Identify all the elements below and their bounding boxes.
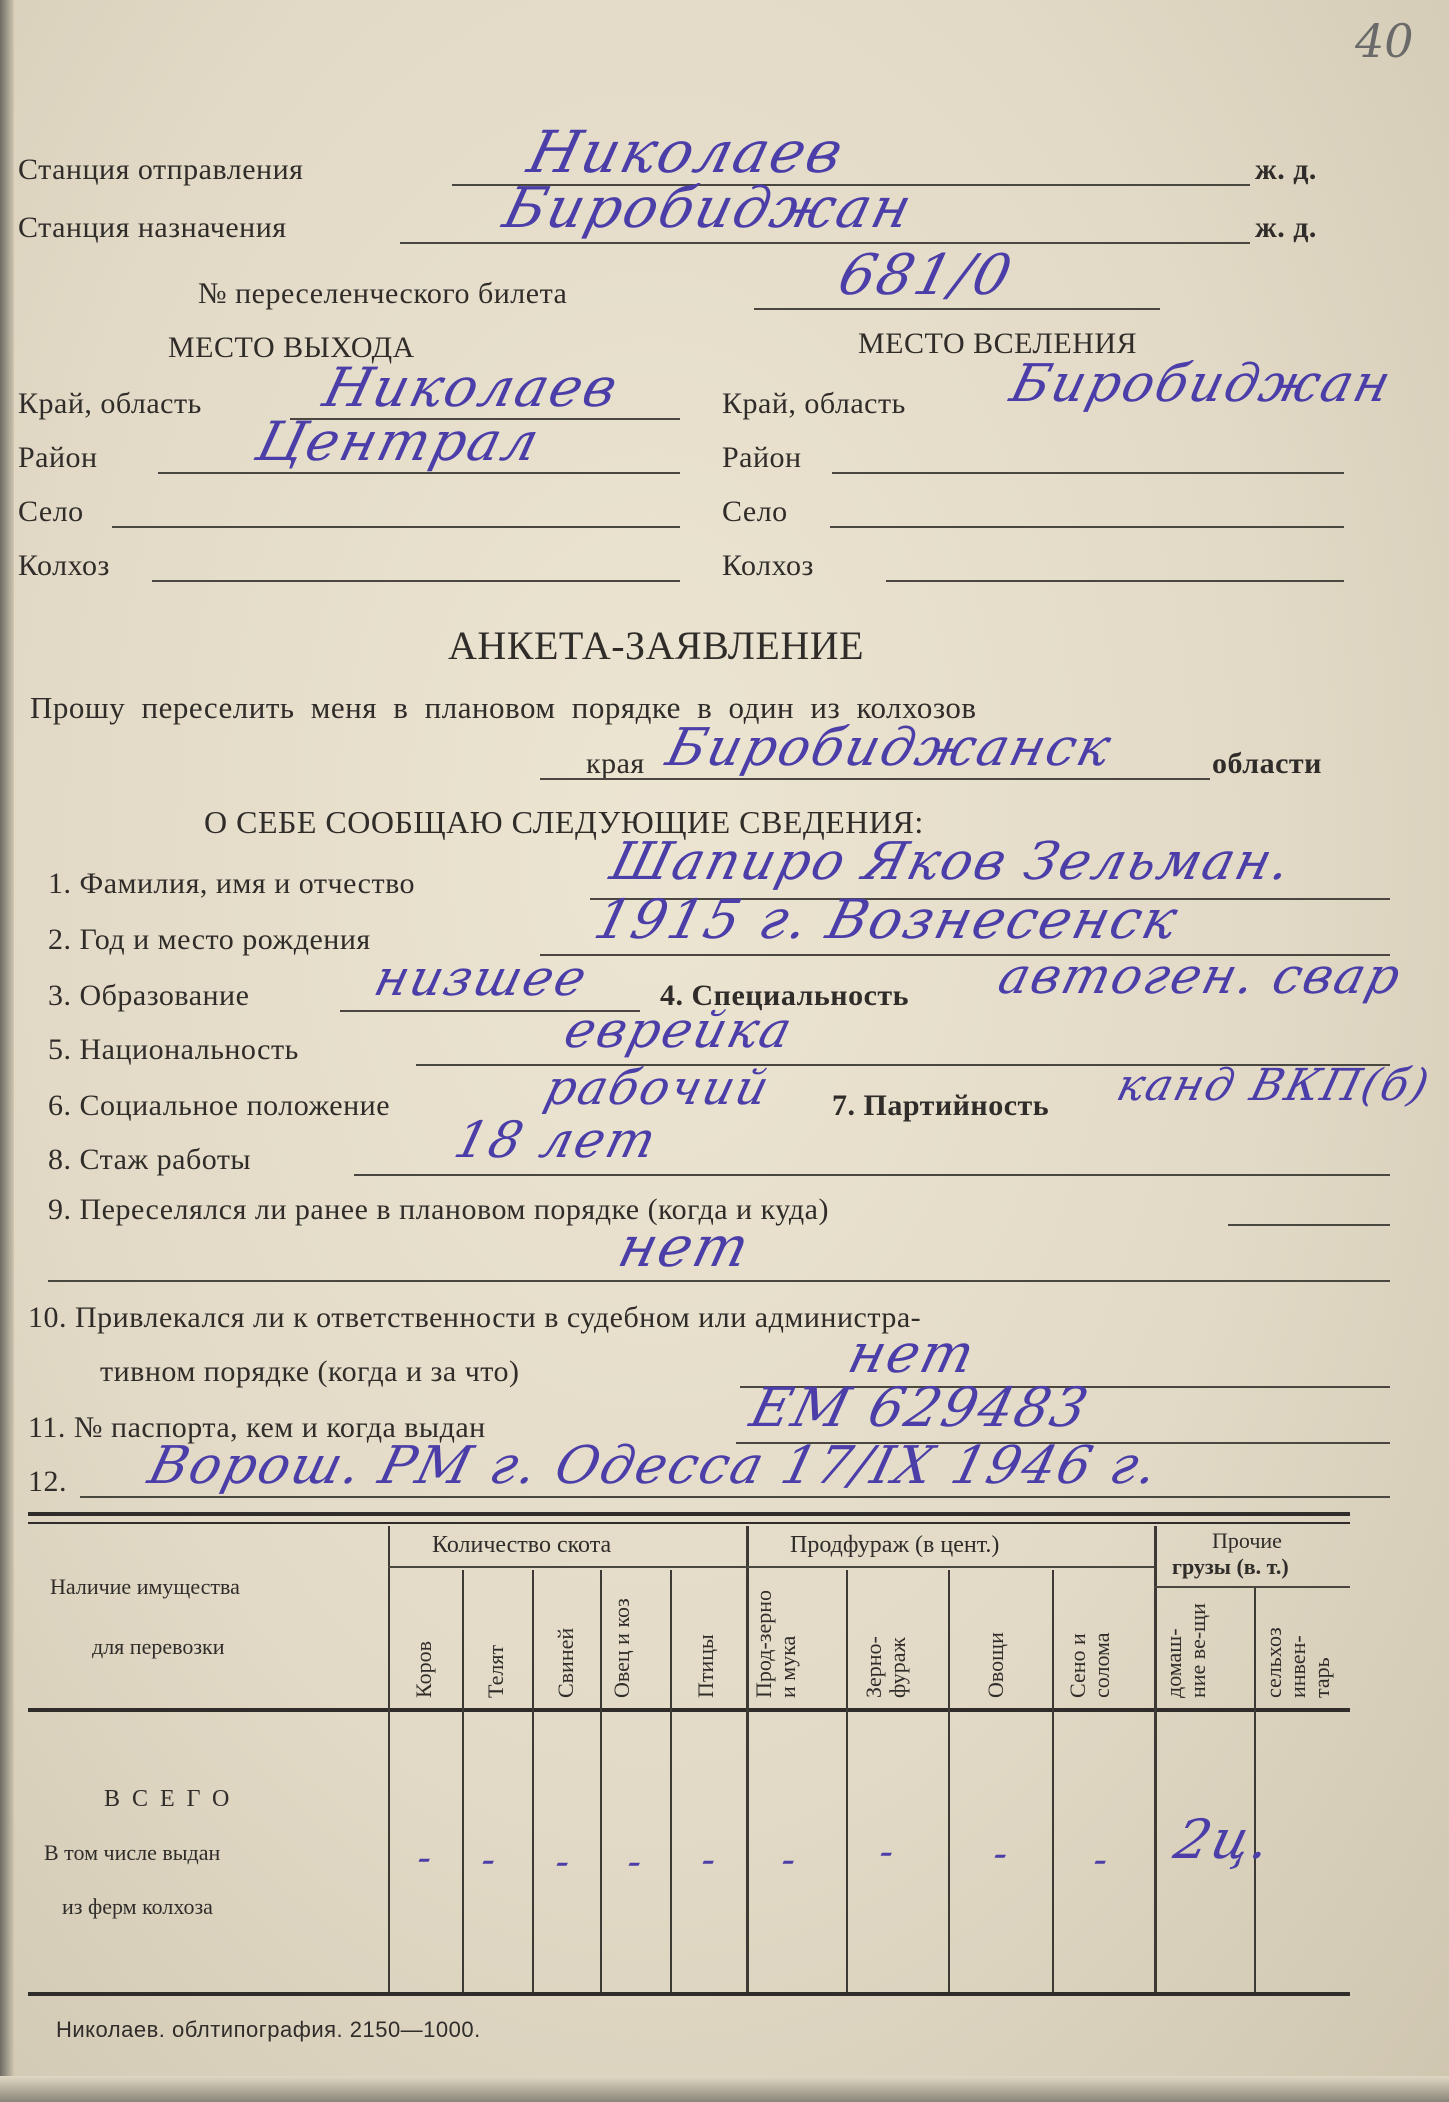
settle-region-value: Биробиджан xyxy=(1004,354,1399,414)
settle-place-title: МЕСТО ВСЕЛЕНИЯ xyxy=(858,327,1138,360)
request-text: Прошу переселить меня в плановом порядке в один из колхозов xyxy=(30,690,977,725)
group-other-line-1: Прочие xyxy=(1212,1528,1282,1553)
field-8-value: 18 лет xyxy=(448,1111,664,1169)
field-9-line-b xyxy=(48,1280,1390,1282)
departure-suffix: ж. д. xyxy=(1255,153,1317,186)
exit-region-value: Николаев xyxy=(317,356,626,419)
exit-village-line xyxy=(112,526,680,528)
col-div-1 xyxy=(462,1570,464,1992)
settle-kolkhoz-line xyxy=(886,580,1344,582)
total-label: ВСЕГО xyxy=(104,1786,242,1812)
value-grain-fodder: - xyxy=(874,1829,902,1875)
settle-district-label: Район xyxy=(722,441,802,474)
field-4-label: 4. Специальность xyxy=(660,979,909,1012)
field-9-line-a xyxy=(1228,1224,1390,1226)
kray-value: Биробиджанск xyxy=(660,718,1119,778)
col-div-6 xyxy=(846,1570,848,1992)
settle-district-line xyxy=(832,472,1344,474)
col-grain-flour: Прод-зерно и мука xyxy=(751,1589,800,1698)
field-1-label: 1. Фамилия, имя и отчество xyxy=(48,867,416,900)
row-header-line-1: Наличие имущества xyxy=(50,1574,240,1599)
subtotal-label-line-2: из ферм колхоза xyxy=(62,1894,213,1919)
destination-line xyxy=(400,242,1250,244)
kray-label: края xyxy=(586,747,645,780)
fodder-group-line xyxy=(746,1566,1154,1568)
field-5-label: 5. Национальность xyxy=(48,1033,299,1066)
field-12-label: 12. xyxy=(28,1465,67,1498)
table-top-border-inner xyxy=(28,1522,1350,1524)
field-3-value: низшее xyxy=(368,949,595,1007)
departure-value: Николаев xyxy=(521,118,852,186)
settle-kolkhoz-label: Колхоз xyxy=(722,549,814,582)
form-title: АНКЕТА-ЗАЯВЛЕНИЕ xyxy=(448,623,865,668)
value-sheep-goats: - xyxy=(622,1839,650,1885)
table-divider-main xyxy=(388,1526,390,1992)
field-1-value: Шапиро Яков Зельман. xyxy=(604,832,1299,892)
exit-district-value: Централ xyxy=(250,410,547,473)
exit-kolkhoz-line xyxy=(152,580,680,582)
col-div-10 xyxy=(1254,1586,1256,1992)
field-7-value: канд ВКП(б) xyxy=(1111,1060,1436,1111)
value-pigs: - xyxy=(550,1839,578,1885)
exit-place-title: МЕСТО ВЫХОДА xyxy=(168,331,415,364)
field-2-label: 2. Год и место рождения xyxy=(48,923,371,956)
field-3-label: 3. Образование xyxy=(48,979,250,1012)
value-vegetables: - xyxy=(988,1831,1016,1877)
page-number: 40 xyxy=(1355,14,1414,68)
field-10-label-line-1: 10. Привлекался ли к ответственности в судебном или администра- xyxy=(28,1301,922,1334)
group-fodder: Продфураж (в цент.) xyxy=(790,1532,1000,1558)
settle-village-line xyxy=(830,526,1344,528)
table-top-border xyxy=(28,1512,1350,1516)
value-hay-straw: - xyxy=(1088,1837,1116,1883)
field-9-value: нет xyxy=(612,1215,758,1280)
col-div-3 xyxy=(600,1570,602,1992)
col-sheep-goats: Овец и коз xyxy=(609,1598,634,1698)
ticket-value: 681/0 xyxy=(832,243,1020,308)
printer-imprint: Николаев. облтипография. 2150—1000. xyxy=(56,2017,481,2042)
col-div-2 xyxy=(532,1570,534,1992)
col-div-7 xyxy=(948,1570,950,1992)
col-grain-fodder: Зерно-фураж xyxy=(861,1636,910,1698)
oblast-label: области xyxy=(1212,747,1322,780)
field-9-label: 9. Переселялся ли ранее в плановом порядке (когда и куда) xyxy=(48,1193,829,1226)
group-livestock: Количество скота xyxy=(432,1532,612,1558)
col-div-4 xyxy=(670,1570,672,1992)
exit-district-label: Район xyxy=(18,441,98,474)
field-2-value: 1915 г. Вознесенск xyxy=(588,888,1186,951)
field-6-value: рабочий xyxy=(539,1060,777,1116)
group-other-line-2: грузы (в. т.) xyxy=(1172,1554,1289,1579)
field-5-value: еврейка xyxy=(558,1001,800,1059)
field-10-value: нет xyxy=(842,1322,983,1385)
subtotal-label-line-1: В том числе выдан xyxy=(44,1840,221,1865)
col-calves: Телят xyxy=(483,1644,508,1698)
ticket-label: № переселенческого билета xyxy=(198,277,568,310)
field-4-value: автоген. свар xyxy=(992,947,1409,1005)
value-grain-flour: - xyxy=(776,1837,804,1883)
table-bottom-border xyxy=(28,1992,1350,1996)
col-hay-straw: Сено и солома xyxy=(1065,1632,1114,1698)
col-vegetables: Овощи xyxy=(983,1632,1008,1698)
col-cows: Коров xyxy=(411,1641,436,1698)
field-11-value: ЕМ 629483 xyxy=(744,1376,1096,1439)
paper-edge-left xyxy=(0,0,14,2102)
value-poultry: - xyxy=(696,1837,724,1883)
table-header-border xyxy=(28,1708,1350,1712)
row-header-line-2: для перевозки xyxy=(92,1634,225,1659)
field-8-line xyxy=(354,1174,1390,1176)
other-group-line xyxy=(1154,1586,1350,1588)
field-7-label: 7. Партийность xyxy=(832,1089,1050,1122)
field-12-line xyxy=(80,1496,1390,1498)
value-calves: - xyxy=(476,1837,504,1883)
kray-line xyxy=(540,778,1210,780)
exit-region-label: Край, область xyxy=(18,387,202,420)
col-div-8 xyxy=(1052,1570,1054,1992)
value-cows: - xyxy=(412,1835,440,1881)
field-11-label: 11. № паспорта, кем и когда выдан xyxy=(28,1411,486,1444)
departure-label: Станция отправления xyxy=(18,153,304,186)
field-6-label: 6. Социальное положение xyxy=(48,1089,391,1122)
exit-village-label: Село xyxy=(18,495,84,528)
exit-kolkhoz-label: Колхоз xyxy=(18,549,110,582)
value-household-items: 2ц. xyxy=(1168,1808,1280,1871)
paper-edge-bottom xyxy=(0,2076,1449,2102)
field-12-value: Ворош. РМ г. Одесса 17/IX 1946 г. xyxy=(142,1436,1166,1496)
settle-village-label: Село xyxy=(722,495,788,528)
destination-label: Станция назначения xyxy=(18,211,287,244)
field-10-label-line-2: тивном порядке (когда и за что) xyxy=(100,1355,520,1388)
info-heading: О СЕБЕ СООБЩАЮ СЛЕДУЮЩИЕ СВЕДЕНИЯ: xyxy=(204,804,924,840)
destination-value: Биробиджан xyxy=(497,176,920,241)
col-farm-tools: сельхоз инвен-тарь xyxy=(1261,1627,1334,1698)
destination-suffix: ж. д. xyxy=(1255,211,1317,244)
settle-region-label: Край, область xyxy=(722,387,906,420)
ticket-line xyxy=(754,308,1160,310)
group-div-2 xyxy=(1154,1526,1157,1992)
col-poultry: Птицы xyxy=(693,1634,718,1698)
group-div-1 xyxy=(746,1526,749,1992)
livestock-group-line xyxy=(388,1566,746,1568)
col-household-items: домаш-ние ве-щи xyxy=(1161,1603,1210,1698)
field-8-label: 8. Стаж работы xyxy=(48,1143,252,1176)
col-pigs: Свиней xyxy=(553,1627,578,1698)
